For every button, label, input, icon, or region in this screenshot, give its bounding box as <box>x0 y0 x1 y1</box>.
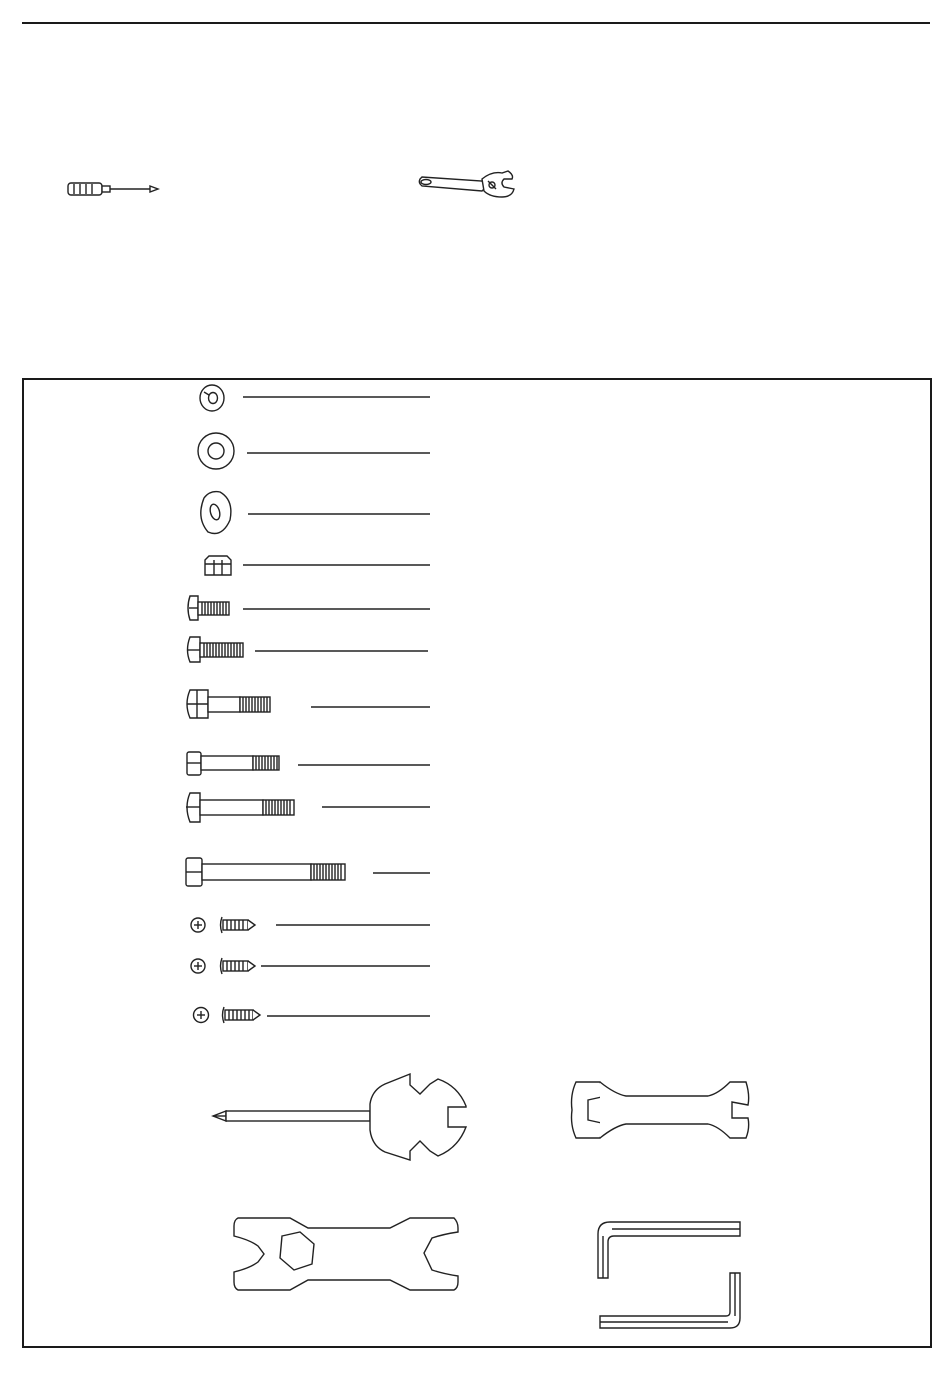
open-end-wrench-icon <box>572 1082 749 1138</box>
large-screw-icon <box>194 1007 261 1023</box>
medium-screw-icon <box>191 958 255 974</box>
allen-wrench-icon <box>598 1222 740 1328</box>
curved-washer-icon <box>201 492 231 534</box>
hex-bolt-icon <box>187 752 279 775</box>
lock-washer-icon <box>200 385 224 411</box>
short-bolt-icon <box>188 596 229 620</box>
flat-washer-icon <box>198 433 234 469</box>
hex-socket-wrench-icon <box>234 1218 458 1290</box>
nylon-lock-nut-icon <box>205 556 231 575</box>
small-screw-icon <box>191 917 255 933</box>
medium-bolt-icon <box>188 637 244 662</box>
multi-wrench-screwdriver-icon <box>213 1074 466 1160</box>
long-hex-bolt-icon <box>186 858 345 886</box>
shoulder-bolt-icon <box>187 690 270 718</box>
long-shoulder-bolt-icon <box>186 793 294 822</box>
